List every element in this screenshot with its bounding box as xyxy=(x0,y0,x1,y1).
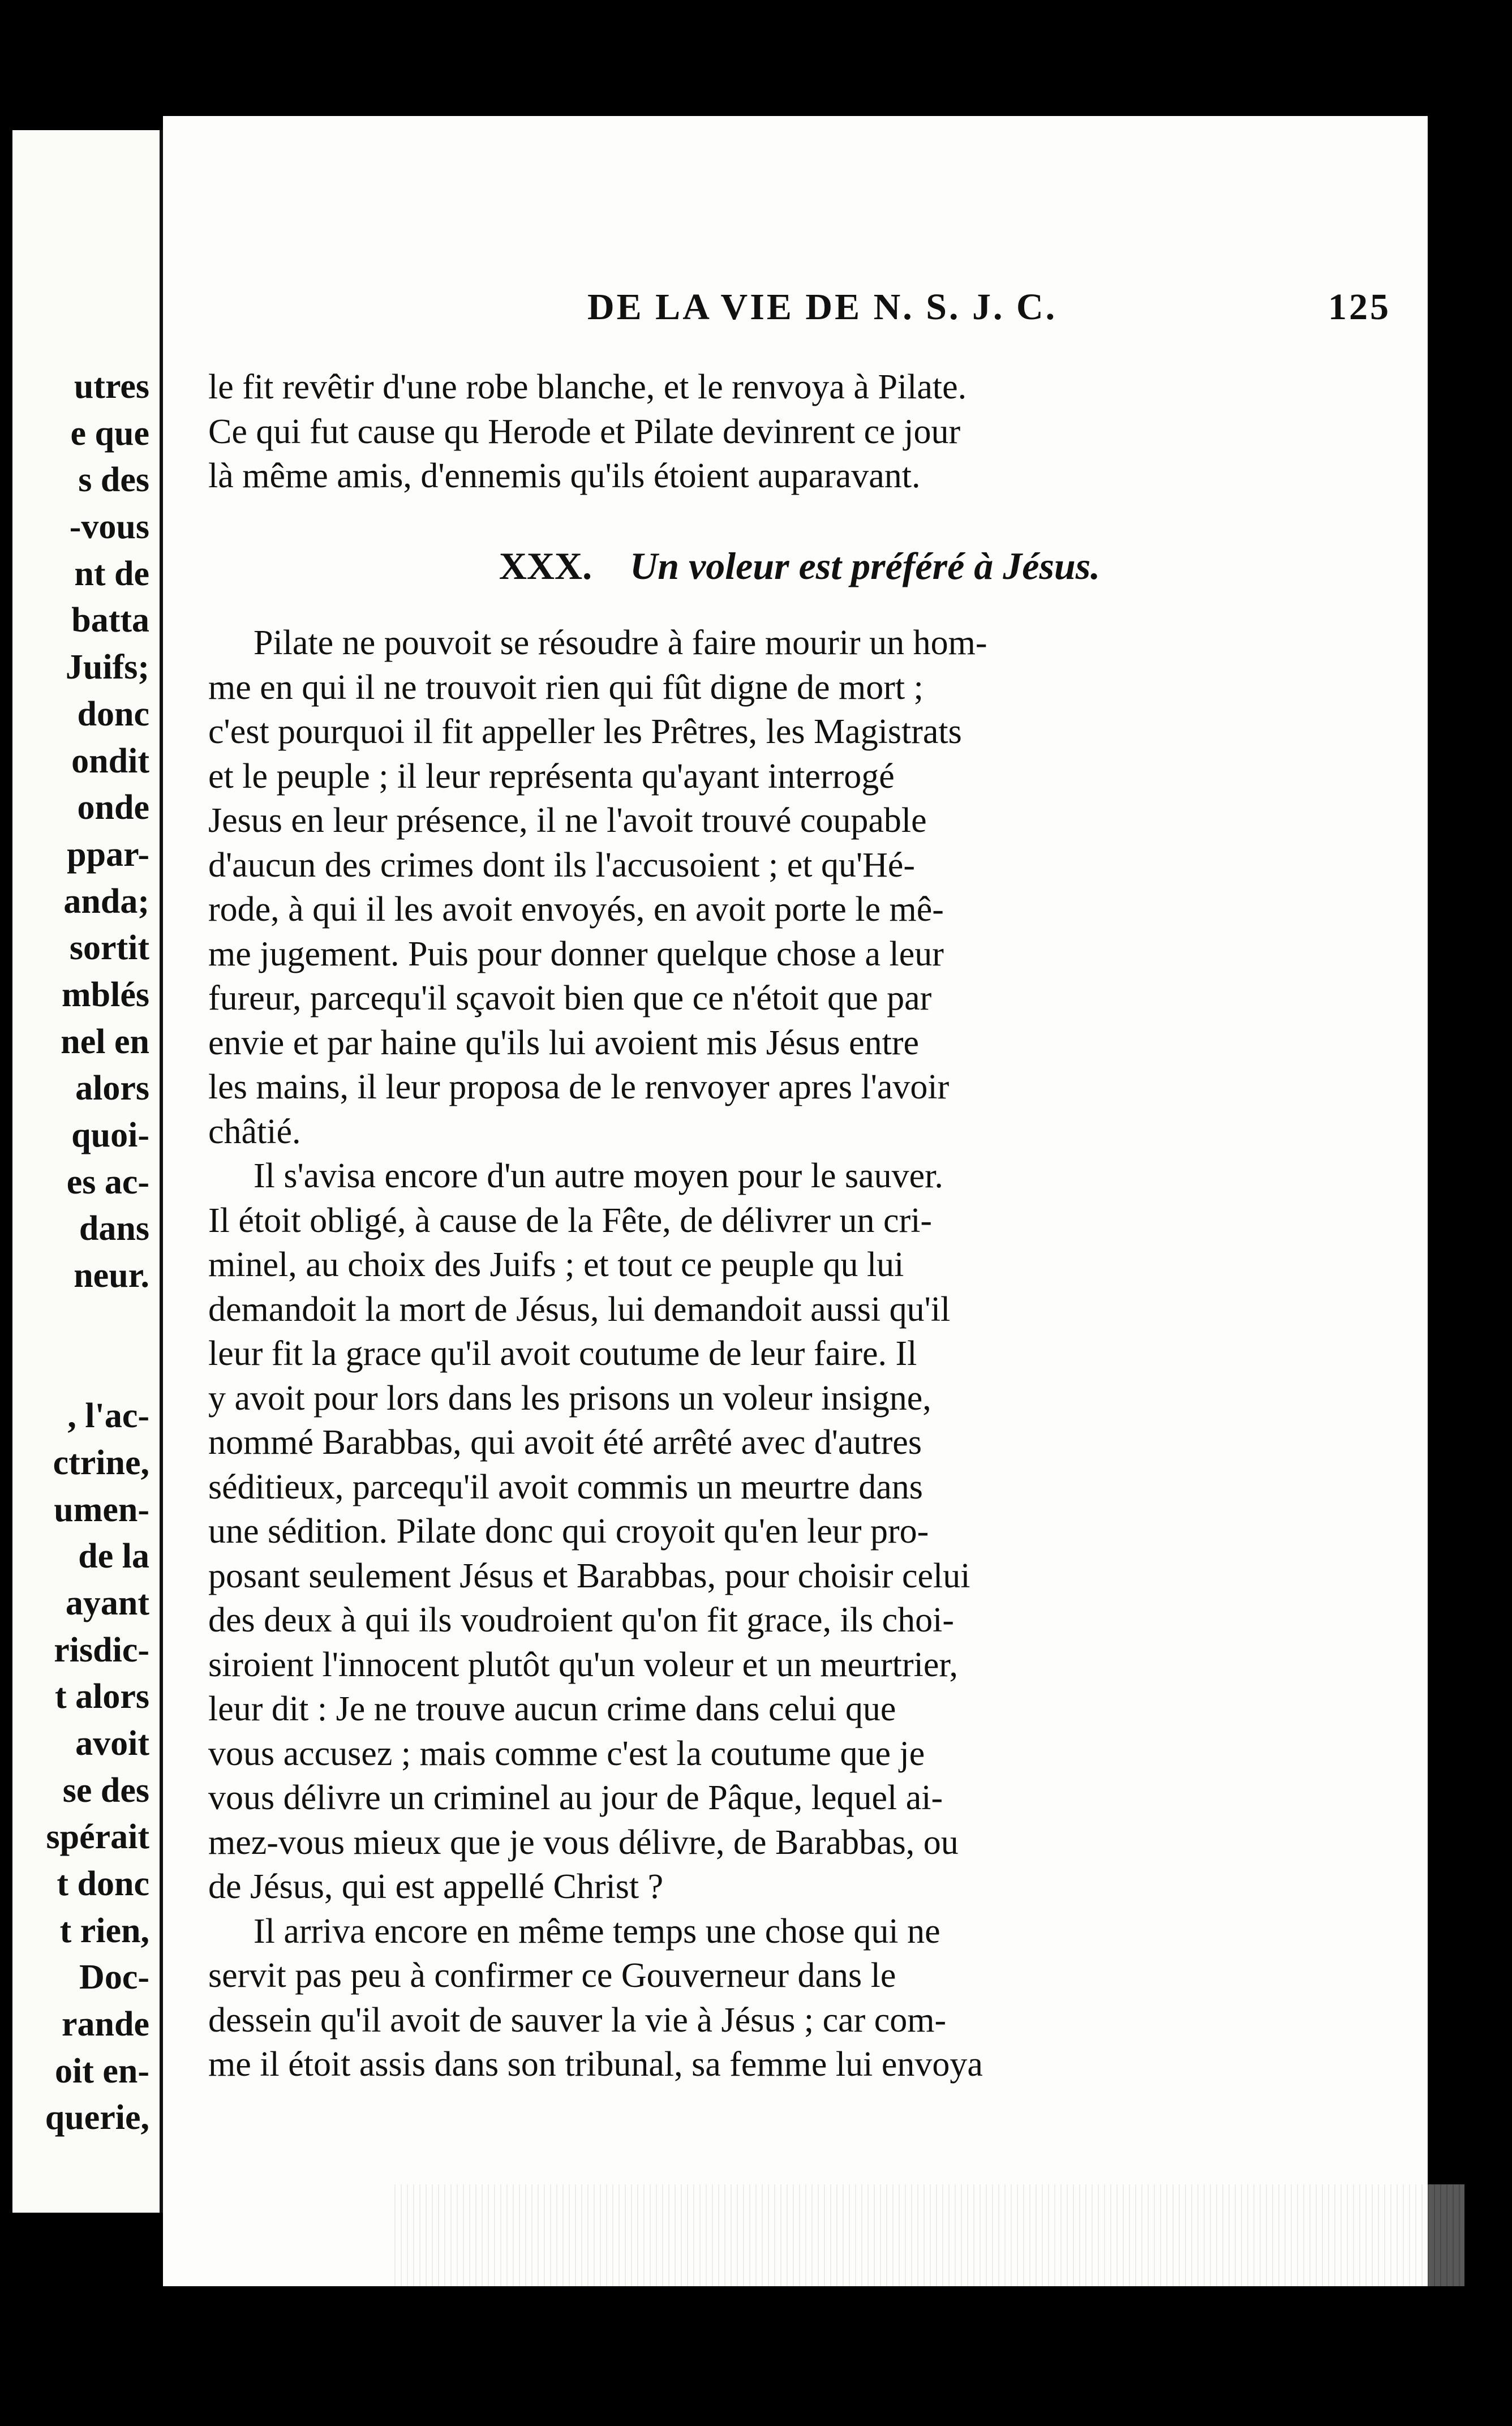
text-line: le fit revêtir d'une robe blanche, et le renvoya à Pilate. xyxy=(208,368,967,406)
facing-fragment: ondit xyxy=(71,741,149,780)
text-line: nommé Barabbas, qui avoit été arrêté avec d'autres xyxy=(208,1423,922,1462)
text-line: d'aucun des crimes dont ils l'accusoient ; et qu'Hé- xyxy=(208,845,916,884)
body-text xyxy=(208,365,1391,2087)
text-line: Ce qui fut cause qu Herode et Pilate devinrent ce jour xyxy=(208,412,961,451)
running-title: DE LA VIE DE N. S. J. C. xyxy=(587,286,1058,328)
text-line: vous accusez ; mais comme c'est la coutume que je xyxy=(208,1734,925,1773)
facing-fragment: quoi- xyxy=(71,1116,149,1154)
facing-fragment: dans xyxy=(79,1209,149,1248)
text-line: Il arriva encore en même temps une chose qui ne xyxy=(254,1912,940,1951)
facing-fragment: t rien, xyxy=(59,1911,149,1950)
page-number: 125 xyxy=(1328,286,1391,328)
text-line: des deux à qui ils voudroient qu'on fit grace, ils choi- xyxy=(208,1601,955,1639)
facing-fragment: sortit xyxy=(69,929,149,968)
facing-fragment: donc xyxy=(77,694,149,733)
text-line: les mains, il leur proposa de le renvoyer apres l'avoir xyxy=(208,1068,950,1106)
text-line: là même amis, d'ennemis qu'ils étoient auparavant. xyxy=(208,457,921,495)
facing-fragment: neur. xyxy=(74,1256,149,1295)
text-line: envie et par haine qu'ils lui avoient mis Jésus entre xyxy=(208,1023,920,1062)
text-line: me il étoit assis dans son tribunal, sa femme lui envoya xyxy=(208,2045,983,2084)
facing-fragment xyxy=(45,1346,149,1393)
facing-fragment: Doc- xyxy=(79,1958,149,1997)
facing-fragment: ctrine, xyxy=(53,1443,149,1482)
facing-fragment: anda; xyxy=(63,882,149,921)
facing-fragment: alors xyxy=(75,1069,149,1108)
text-line: séditieux, parcequ'il avoit commis un meurtre dans xyxy=(208,1467,923,1506)
text-line: servit pas peu à confirmer ce Gouverneur dans le xyxy=(208,1956,896,1995)
text-line: châtié. xyxy=(208,1112,301,1151)
text-line: une sédition. Pilate donc qui croyoit qu'en leur pro- xyxy=(208,1512,929,1551)
facing-fragment: se des xyxy=(62,1771,149,1810)
facing-fragment: batta xyxy=(71,601,149,640)
facing-fragment: oit en- xyxy=(54,2051,149,2090)
text-line: fureur, parcequ'il sçavoit bien que ce n'étoit que par xyxy=(208,979,932,1017)
scan-noise xyxy=(389,2184,1464,2286)
text-line: me en qui il ne trouvoit rien qui fût digne de mort ; xyxy=(208,668,923,707)
text-line: vous délivre un criminel au jour de Pâque, lequel ai- xyxy=(208,1779,943,1817)
book-page xyxy=(163,116,1428,2286)
facing-fragment: Juifs; xyxy=(65,648,149,687)
facing-fragment: mblés xyxy=(62,975,149,1014)
facing-fragment: -vous xyxy=(69,508,149,547)
text-line: Pilate ne pouvoit se résoudre à faire mourir un hom- xyxy=(254,624,987,662)
text-line: Il s'avisa encore d'un autre moyen pour le sauver. xyxy=(254,1157,943,1195)
facing-fragment: de la xyxy=(78,1537,149,1576)
chapter-heading xyxy=(208,544,1391,589)
facing-fragment: utres xyxy=(74,367,149,406)
page-header xyxy=(418,286,1391,337)
text-line: leur dit : Je ne trouve aucun crime dans celui que xyxy=(208,1690,896,1728)
text-line: mez-vous mieux que je vous délivre, de Barabbas, ou xyxy=(208,1823,959,1862)
text-line: de Jésus, qui est appellé Christ ? xyxy=(208,1867,664,1906)
facing-fragment: ayant xyxy=(65,1583,149,1622)
text-line: Jesus en leur présence, il ne l'avoit trouvé coupable xyxy=(208,801,927,840)
facing-fragment: t donc xyxy=(57,1865,149,1903)
facing-fragment: ppar- xyxy=(67,835,149,874)
text-line: y avoit pour lors dans les prisons un voleur insigne, xyxy=(208,1379,931,1418)
facing-fragment: nt de xyxy=(74,554,149,593)
facing-fragment: onde xyxy=(77,788,149,827)
facing-page xyxy=(12,130,163,2213)
facing-fragment: querie, xyxy=(45,2098,149,2137)
facing-fragment: t alors xyxy=(54,1677,149,1716)
facing-fragment: risdic- xyxy=(54,1630,149,1669)
facing-fragment: es ac- xyxy=(66,1162,149,1201)
text-line: minel, au choix des Juifs ; et tout ce peuple qu lui xyxy=(208,1246,904,1284)
text-line: leur fit la grace qu'il avoit coutume de leur faire. Il xyxy=(208,1334,917,1373)
text-line: et le peuple ; il leur représenta qu'ayant interrogé xyxy=(208,757,895,796)
facing-page-text xyxy=(45,363,149,2141)
facing-fragment xyxy=(45,1299,149,1346)
facing-fragment: e que xyxy=(70,414,149,453)
facing-fragment: , l'ac- xyxy=(67,1397,149,1436)
facing-fragment: umen- xyxy=(54,1490,149,1529)
facing-fragment: rande xyxy=(62,2005,149,2044)
text-line: demandoit la mort de Jésus, lui demandoit aussi qu'il xyxy=(208,1290,951,1329)
facing-fragment: nel en xyxy=(61,1022,149,1061)
text-line: rode, à qui il les avoit envoyés, en avoit porte le mê- xyxy=(208,890,944,929)
text-line: c'est pourquoi il fit appeller les Prêtres, les Magistrats xyxy=(208,712,962,751)
text-line: me jugement. Puis pour donner quelque chose a leur xyxy=(208,934,944,973)
facing-fragment: spérait xyxy=(46,1818,149,1857)
text-line: siroient l'innocent plutôt qu'un voleur et un meurtrier, xyxy=(208,1645,959,1684)
chapter-number: XXX. xyxy=(499,544,592,587)
facing-fragment: avoit xyxy=(75,1724,149,1763)
text-line: posant seulement Jésus et Barabbas, pour choisir celui xyxy=(208,1556,970,1595)
text-line: Il étoit obligé, à cause de la Fête, de délivrer un cri- xyxy=(208,1201,933,1240)
text-line: dessein qu'il avoit de sauver la vie à Jésus ; car com- xyxy=(208,2000,947,2039)
chapter-title: Un voleur est préféré à Jésus. xyxy=(630,544,1101,587)
facing-fragment: s des xyxy=(78,461,149,500)
